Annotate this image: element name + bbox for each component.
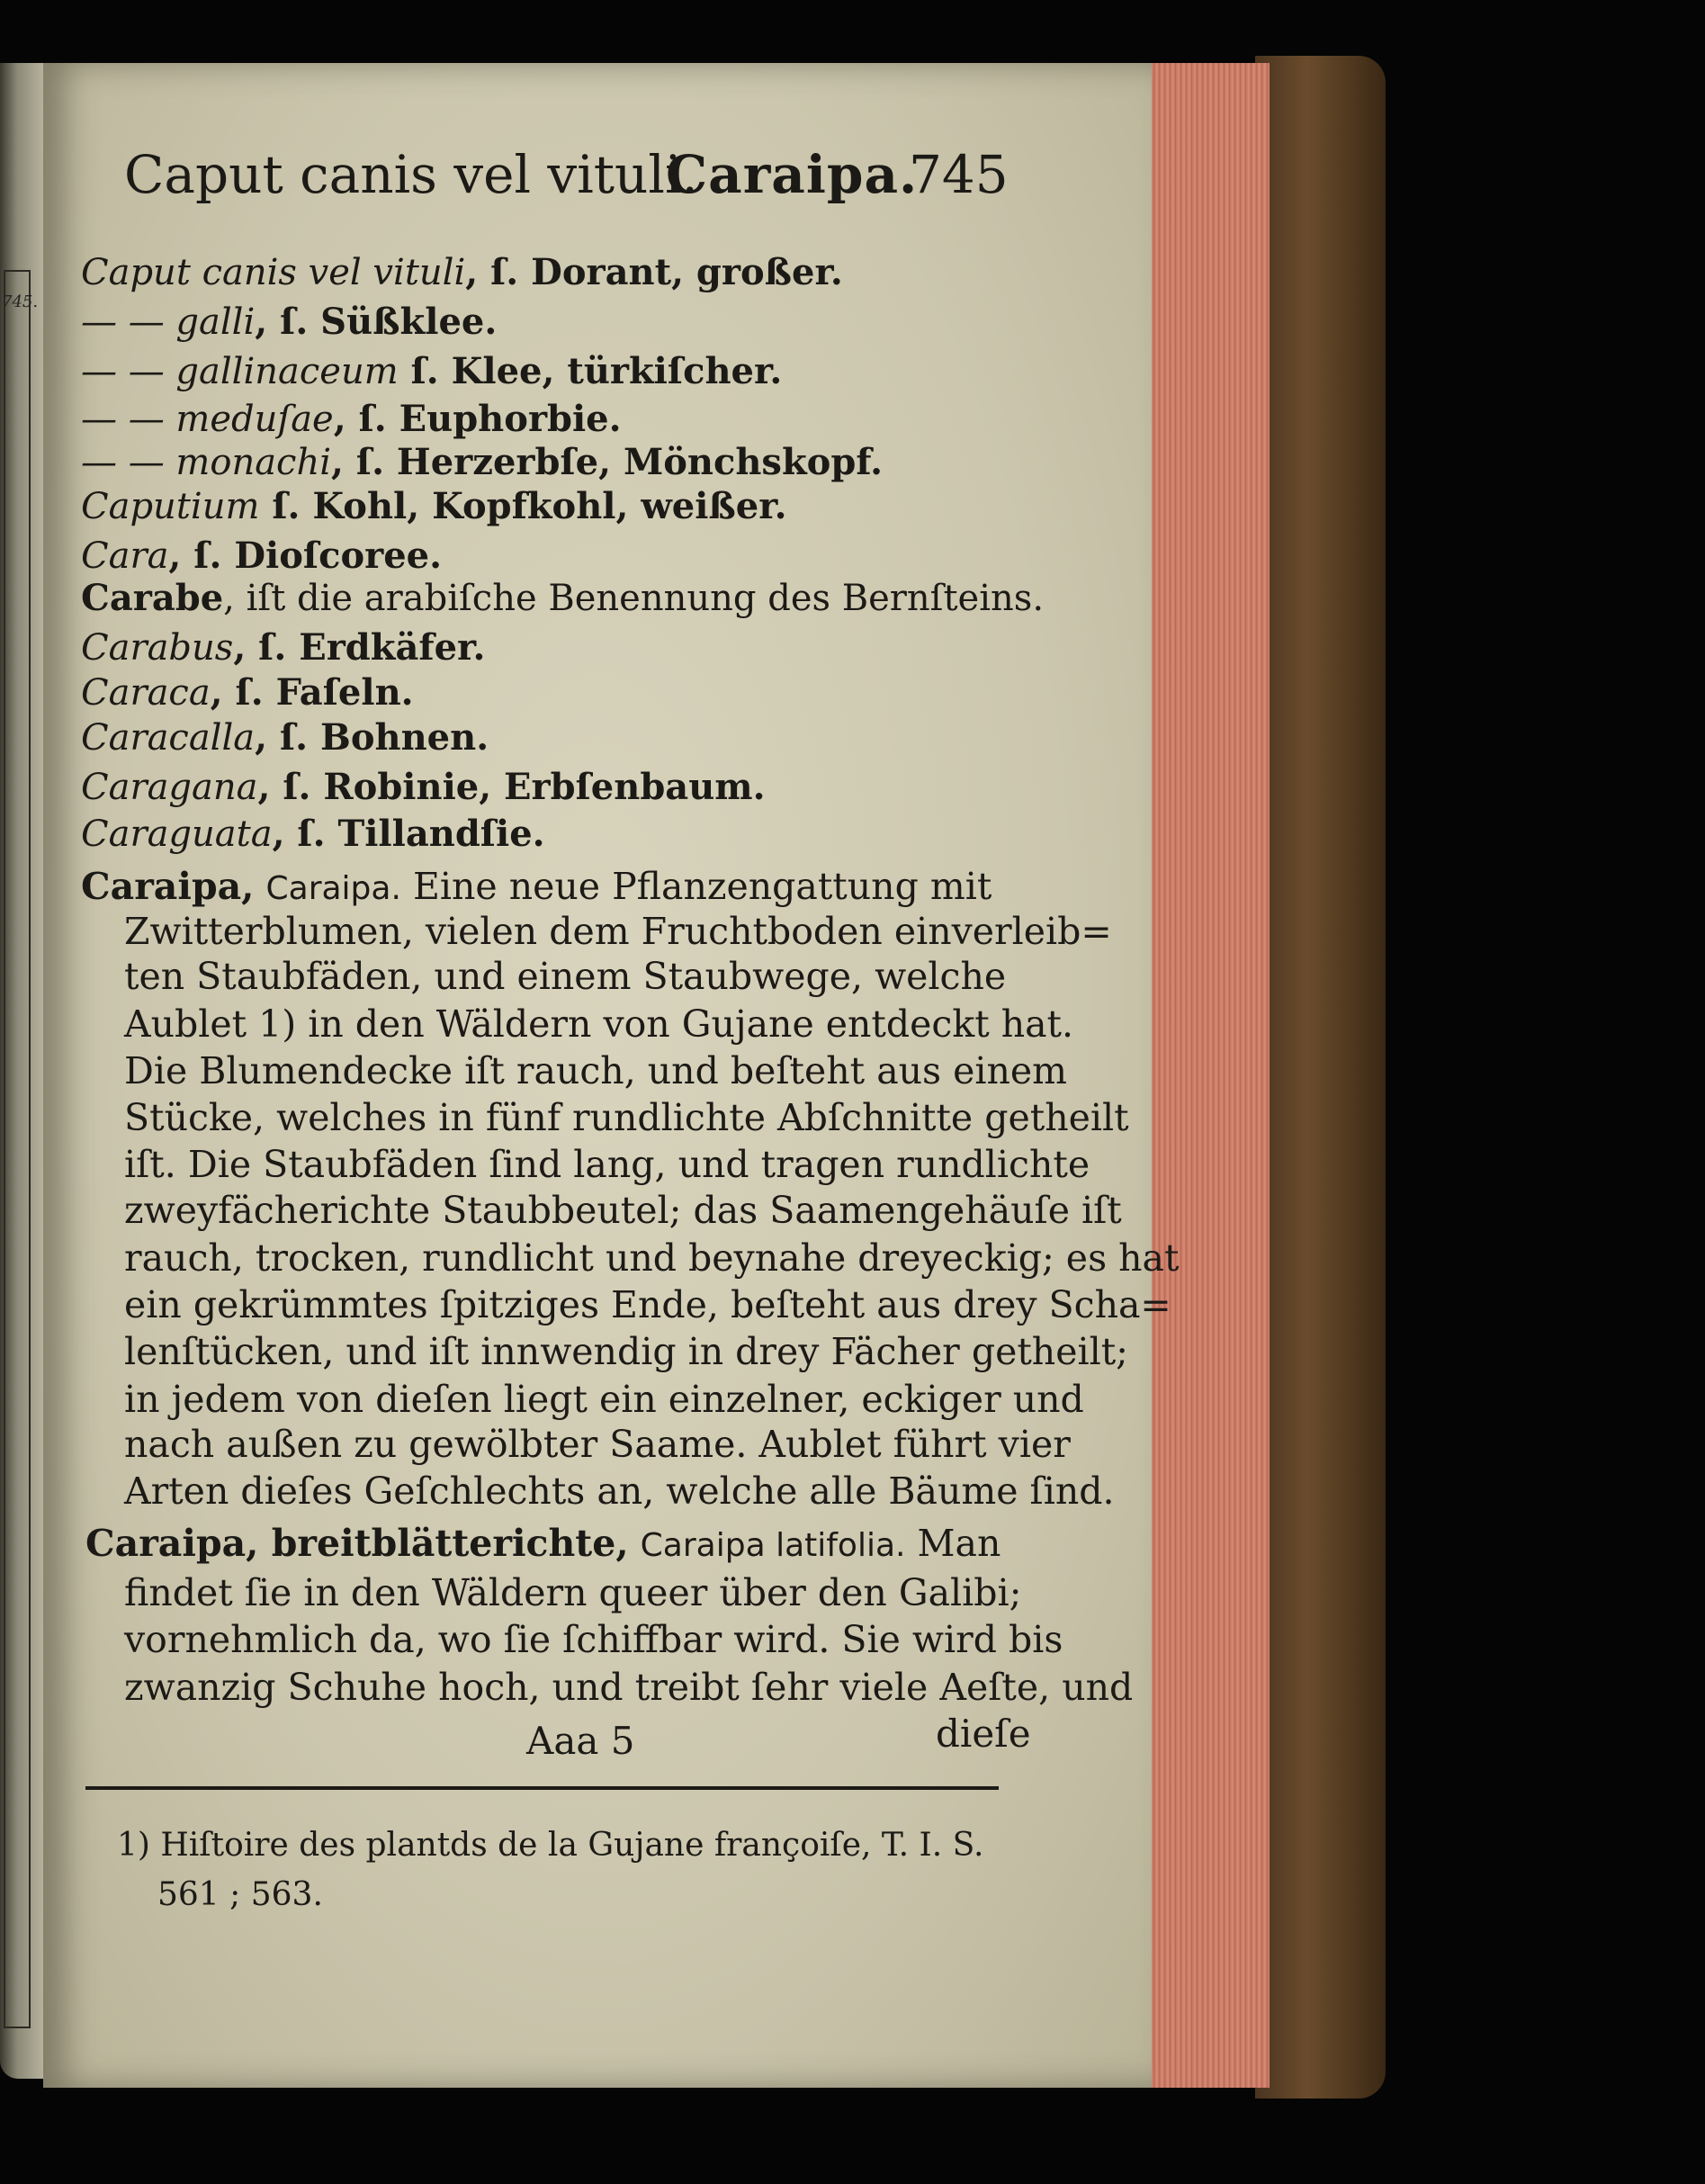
entry-line xyxy=(81,716,489,759)
entry-line xyxy=(81,398,622,440)
article-line: Stücke, welches in fünf rundlichte Abſchnitte getheilt xyxy=(124,1096,1129,1139)
article-line: Aublet 1) in den Wäldern von Gujane entdeckt hat. xyxy=(124,1002,1074,1046)
entry-lemma: Caragana xyxy=(81,767,258,808)
running-title-latin: Caput canis vel vituli. xyxy=(124,144,698,205)
book-cover-edge xyxy=(1255,56,1386,2099)
article-line: findet ſie in den Wäldern queer über den Galibi; xyxy=(124,1571,1022,1614)
entry-ref: , ſ. Dorant, großer. xyxy=(465,251,843,293)
entry-lemma: Carabus xyxy=(81,627,234,669)
entry-lemma: — — galli xyxy=(81,301,256,343)
article-line: ein gekrümmtes ſpitziges Ende, beſteht aus drey Scha= xyxy=(124,1283,1171,1326)
entry-line xyxy=(81,251,843,293)
left-page-frame xyxy=(4,270,31,2028)
entry-line xyxy=(81,813,545,855)
article-line: vornehmlich da, wo ſie ſchiffbar wird. Sie wird bis xyxy=(124,1618,1063,1661)
article-latin-name: Caraipa latifolia. xyxy=(640,1527,906,1564)
entry-lemma: Carabe xyxy=(81,577,224,619)
entry-line xyxy=(81,577,1045,619)
entry-ref: , ſ. Herzerbſe, Mönchskopf. xyxy=(331,441,884,483)
entry-line xyxy=(81,441,884,483)
article-line: zweyfächerichte Staubbeutel; das Saamengehäuſe iſt xyxy=(124,1189,1122,1232)
entry-ref: , ſ. Dioſcoree. xyxy=(168,535,443,577)
page-number: 745 xyxy=(909,144,1009,205)
article-first-line xyxy=(85,1522,1001,1565)
article-headword: Caraipa, breitblätterichte, xyxy=(85,1522,629,1565)
article-text: Man xyxy=(917,1522,1001,1565)
entry-ref: , ſ. Erdkäfer. xyxy=(233,626,486,669)
entry-lemma: Cara xyxy=(81,535,169,577)
article-line: Die Blumendecke iſt rauch, und beſteht aus einem xyxy=(124,1049,1068,1092)
entry-line xyxy=(81,350,783,392)
running-title-german: Caraipa. xyxy=(666,144,919,205)
entry-lemma: — — meduſae xyxy=(81,399,334,440)
footnote-rule xyxy=(85,1786,999,1790)
entry-ref: ſ. Kohl, Kopfkohl, weißer. xyxy=(259,485,787,527)
entry-ref: , ſ. Faſeln. xyxy=(210,671,414,714)
signature-mark: Aaa 5 xyxy=(526,1719,635,1763)
entry-ref: , ſ. Bohnen. xyxy=(255,716,489,759)
article-headword: Caraipa, xyxy=(81,865,255,908)
article-line: ten Staubfäden, und einem Staubwege, welche xyxy=(124,955,1007,998)
entry-line xyxy=(81,671,414,714)
entry-lemma: Caraca xyxy=(81,672,211,714)
article-line: in jedem von dieſen liegt ein einzelner, eckiger und xyxy=(124,1378,1084,1421)
left-page-edge xyxy=(0,63,43,2079)
article-line: iſt. Die Staubfäden ſind lang, und tragen rundlichte xyxy=(124,1143,1090,1186)
article-line: Zwitterblumen, vielen dem Fruchtboden einverleib= xyxy=(124,910,1112,953)
catchword: dieſe xyxy=(936,1712,1031,1756)
entry-ref: , ſ. Euphorbie. xyxy=(333,398,622,440)
entry-lemma: Caputium xyxy=(81,486,260,527)
footnote-line: 1) Hiſtoire des plantds de la Gujane françoiſe, T. I. S. xyxy=(117,1827,984,1864)
article-text: Eine neue Pflanzengattung mit xyxy=(412,865,992,908)
entry-lemma: Caput canis vel vituli xyxy=(81,252,466,293)
entry-lemma: Caraguata xyxy=(81,813,273,855)
entry-line xyxy=(81,485,787,527)
left-page-number: 745. xyxy=(2,292,39,311)
entry-ref: , ſ. Tillandſie. xyxy=(272,813,545,855)
page-block-edges xyxy=(1141,63,1270,2088)
entry-line xyxy=(81,535,443,577)
entry-lemma: Caracalla xyxy=(81,717,256,759)
entry-ref: , ſ. Robinie, Erbſenbaum. xyxy=(257,766,766,808)
entry-ref: ſ. Klee, türkiſcher. xyxy=(398,350,783,392)
entry-line xyxy=(81,301,498,343)
article-line: zwanzig Schuhe hoch, und treibt ſehr viele Aeſte, und xyxy=(124,1666,1134,1709)
article-line: nach außen zu gewölbter Saame. Aublet führt vier xyxy=(124,1423,1071,1466)
entry-line xyxy=(81,766,766,808)
entry-line xyxy=(81,626,486,669)
article-line: lenſtücken, und iſt innwendig in drey Fächer getheilt; xyxy=(124,1330,1128,1373)
article-first-line xyxy=(81,865,992,908)
entry-ref: , iſt die arabiſche Benennung des Bernſteins. xyxy=(223,578,1045,619)
article-latin-name: Caraipa. xyxy=(265,870,401,907)
entry-ref: , ſ. Süßklee. xyxy=(255,301,498,343)
footnote-line: 561 ; 563. xyxy=(157,1876,323,1913)
entry-lemma: — — monachi xyxy=(81,442,332,483)
entry-lemma: — — gallinaceum xyxy=(81,351,399,392)
article-line: Arten dieſes Geſchlechts an, welche alle Bäume ſind. xyxy=(124,1469,1115,1513)
article-line: rauch, trocken, rundlicht und beynahe dreyeckig; es hat xyxy=(124,1236,1180,1280)
